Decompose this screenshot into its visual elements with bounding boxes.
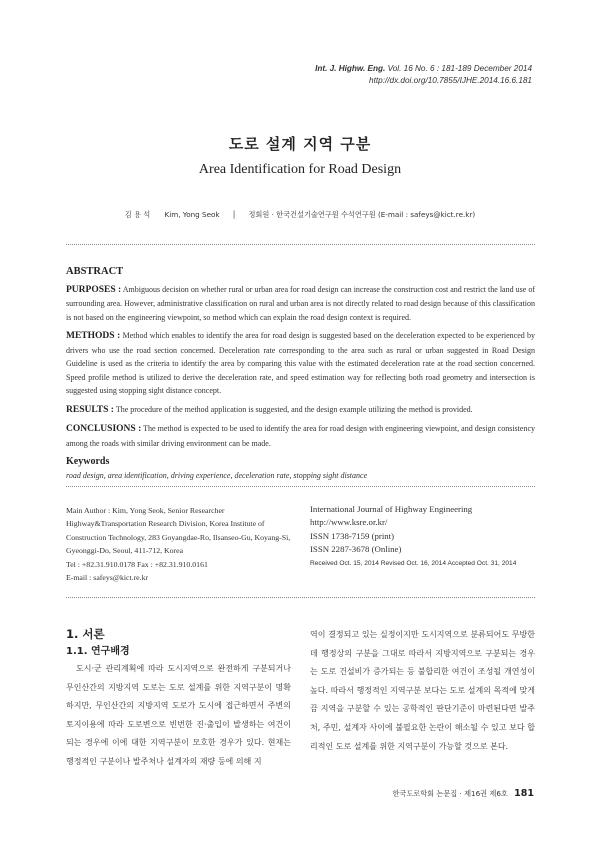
- title-korean: 도로 설계 지역 구분: [228, 135, 372, 153]
- keywords-text: road design, area identification, driving experience, deceleration rate, stopping sight distance: [66, 470, 368, 480]
- footer-journal: 한국도로학회 논문집 · 제16권 제6호: [392, 789, 508, 798]
- purposes-label: PURPOSES :: [66, 284, 122, 295]
- author-info-line: Tel : +82.31.910.0178 Fax : +82.31.910.0161: [66, 559, 208, 569]
- journal-info-block: [310, 503, 540, 570]
- author-email[interactable]: E-mail : safeys@kict.re.kr: [66, 573, 149, 583]
- author-info-line: Construction Technology, 283 Goyangdae-Ro, Ilsanseo-Gu, Koyang-Si,: [66, 532, 291, 542]
- page-number: 181: [514, 788, 534, 799]
- abstract-block: [66, 265, 535, 482]
- abstract-conclusions: [66, 422, 535, 450]
- author-info-line: Gyeonggi-Do, Seoul, 411-712, Korea: [66, 546, 184, 556]
- abstract-methods: [66, 329, 535, 398]
- author-name-korean: 김 용 석: [124, 210, 151, 219]
- abstract-heading: ABSTRACT: [66, 266, 124, 277]
- keywords-heading: Keywords: [66, 456, 110, 467]
- results-text: The procedure of the method application is suggested, and the design example utilizing the method is provided.: [115, 404, 473, 414]
- doi-link[interactable]: http://dx.doi.org/10.7855/IJHE.2014.16.6.181: [369, 76, 532, 85]
- body-column-right: 역이 결정되고 있는 실정이지만 도시지역으로 분류되어도 무방한데 행정상의 구분을 그대로 따라서 지방지역으로 구분되는 경우는 도로 건설비가 증가되는 등 불합리한 여건이 조성될 개연성이 높다. 따라서 행정적인 지역구분 보다는 도로 설계의 목적에 맞게끔 지역을 구분할 수 있는 공학적인 판단기준이 마련된다면 발주처, 주민, 설계자 사이에 불필요한 논란이 해소될 수 있고 보다 합리적인 도로 설계를 위한 지역구분이 가능할 것으로 본다.: [310, 630, 535, 751]
- journal-url[interactable]: http://www.ksre.or.kr/: [310, 517, 388, 528]
- purposes-text: Ambiguous decision on whether rural or urban area for road design can increase the construction cost and restrict the land use of surrounding area. However, administrative classification on rural and urban area is not directly related to road design because of this classification is not based on the engineering viewpoint, so method which can explain the road design context is required.: [66, 284, 535, 322]
- journal-name: Int. J. Highw. Eng.: [315, 64, 386, 73]
- body-column-left: 도시·군 관리계획에 따라 도시지역으로 완전하게 구분되거나 무인산간의 지방지역 도로는 도로 설계를 위한 지역구분이 명확하지만, 무인산간의 지방지역 도로가 도시에 접근하면서 주변의 토지이용에 따라 도로변으로 빈번한 진·출입이 발생하는 여건이 되는 경우에 이에 대한 지역구분이 모호한 경우가 있다. 현재는 행정적인 구분이나 발주처나 설계자의 재량 등에 의해 지: [66, 664, 291, 766]
- author-info-line: Main Author : Kim, Yong Seok, Senior Researcher: [66, 506, 225, 515]
- author-separator: │: [231, 210, 237, 219]
- conclusions-label: CONCLUSIONS :: [66, 424, 142, 434]
- submission-dates: Received Oct. 15, 2014 Revised Oct. 16, 2014 Accepted Oct. 31, 2014: [310, 559, 517, 567]
- issn-print: ISSN 1738-7159 (print): [310, 530, 395, 541]
- page-footer: [392, 788, 534, 799]
- title-english: Area Identification for Road Design: [198, 162, 402, 177]
- author-line: [0, 210, 600, 220]
- conclusions-text: The method is expected to be used to identify the area for road design with engineering viewpoint, and design consistency among the roads with similar driving environment can be made.: [66, 424, 535, 448]
- abstract-purposes: [66, 283, 535, 325]
- author-info-block: [66, 504, 291, 584]
- journal-volume: Vol. 16 No. 6 : 181-189 December 2014: [387, 64, 532, 73]
- journal-citation: [315, 63, 532, 87]
- author-affiliation: 정회원 · 한국건설기술연구원 수석연구원 (E-mail : safeys@kict.re.kr): [248, 210, 476, 219]
- methods-text: Method which enables to identify the area for road design is suggested based on the deceleration expected to be experienced by drivers who use the road section concerned. Deceleration rate corresponding to the area such as rural or urban suggested in Road Design Guideline is used as the criteria to identify the area by comparing this value with the estimated deceleration rate at the road section concerned. Speed profile method is utilized to derive the deceleration rate, and speed estimation way for reflecting both road geometry and intersection is suggested using stopping sight distance concept.: [66, 331, 536, 395]
- results-label: RESULTS :: [66, 404, 114, 415]
- methods-label: METHODS :: [66, 331, 121, 341]
- issn-online: ISSN 2287-3678 (Online): [310, 544, 402, 555]
- journal-info-name: International Journal of Highway Engineering: [310, 504, 473, 514]
- subsection-heading: 1.1. 연구배경: [66, 646, 130, 657]
- author-name-english: Kim, Yong Seok: [164, 210, 220, 219]
- divider-bottom: [66, 597, 535, 598]
- abstract-results: [66, 403, 535, 418]
- section-heading: 1. 서론: [66, 627, 105, 641]
- divider-top: [66, 244, 535, 245]
- author-info-line: Highway&Transportation Research Division, Korea Institute of: [66, 519, 265, 529]
- divider-middle: [66, 486, 535, 487]
